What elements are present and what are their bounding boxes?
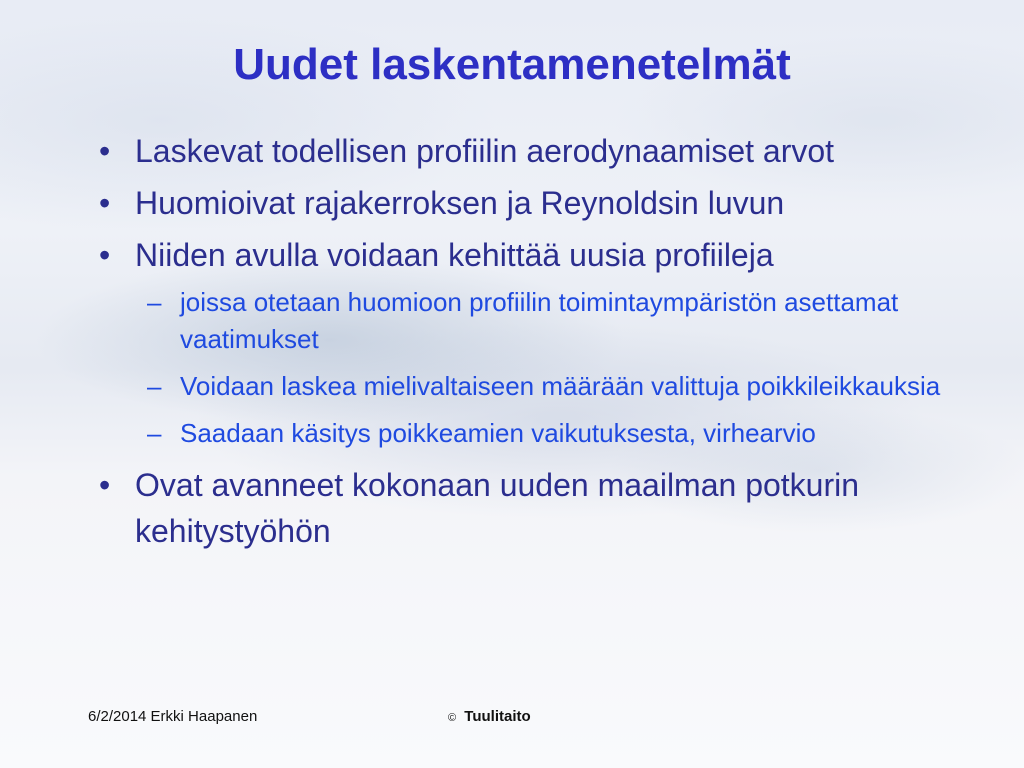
bullet-icon: • <box>99 467 111 503</box>
footer-organization: Tuulitaito <box>464 708 531 725</box>
footer-date-author: 6/2/2014 Erkki Haapanen <box>88 708 258 725</box>
dash-icon: – <box>147 371 162 401</box>
sub-bullet-text: joissa otetaan huomioon profiilin toimintaympäristön asettamat vaatimukset <box>180 287 899 354</box>
slide-title: Uudet laskentamenetelmät <box>233 40 791 89</box>
sub-bullet-text: Saadaan käsitys poikkeamien vaikutuksesta, virhearvio <box>180 418 816 448</box>
footer-copyright <box>448 708 531 725</box>
bullet-text: Laskevat todellisen profiilin aerodynaamiset arvot <box>135 133 835 169</box>
bullet-icon: • <box>99 185 111 221</box>
bullet-icon: • <box>99 133 111 169</box>
sub-bullet-item <box>95 415 975 452</box>
bullet-item <box>95 180 975 226</box>
bullet-item <box>95 462 975 554</box>
sub-bullet-item <box>95 368 975 405</box>
sub-bullet-text: Voidaan laskea mielivaltaiseen määrään valittuja poikkileikkauksia <box>180 371 941 401</box>
bullet-text: Niiden avulla voidaan kehittää uusia profiileja <box>135 237 774 273</box>
bullet-text: Huomioivat rajakerroksen ja Reynoldsin luvun <box>135 185 785 221</box>
slide-content <box>95 128 975 560</box>
bullet-icon: • <box>99 237 111 273</box>
sub-bullet-item <box>95 284 975 358</box>
dash-icon: – <box>147 418 162 448</box>
bullet-item <box>95 232 975 278</box>
dash-icon: – <box>147 287 162 317</box>
bullet-item <box>95 128 975 174</box>
bullet-text: Ovat avanneet kokonaan uuden maailman potkurin kehitystyöhön <box>135 467 860 549</box>
copyright-icon: © <box>448 712 457 724</box>
